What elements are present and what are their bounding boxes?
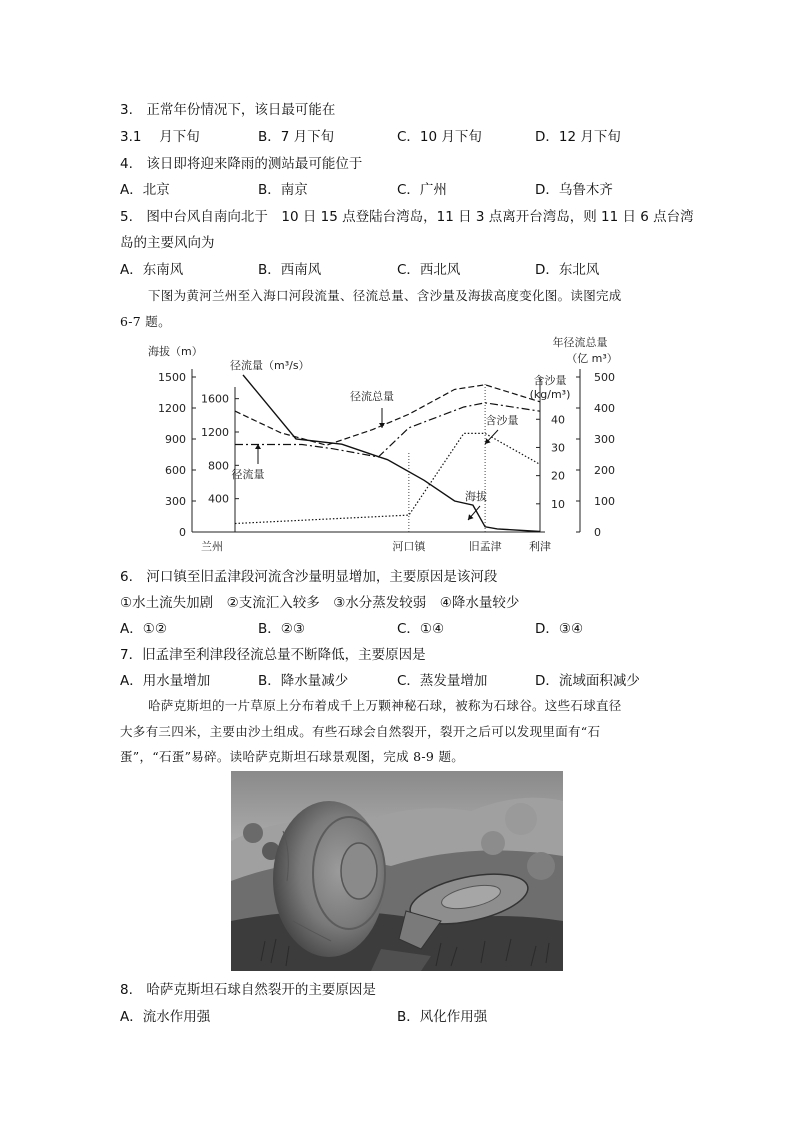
tick-label-right-inner: 40 [551, 413, 565, 427]
intro-8-9-line2: 大多有三四米，主要由沙土组成。有些石球会自然裂开，裂开之后可以发现里面有“石 [120, 724, 601, 739]
x-label: 兰州 [201, 540, 223, 553]
intro-8-9-line1: 哈萨克斯坦的一片草原上分布着成千上万颗神秘石球，被称为石球谷。这些石球直径 [148, 698, 622, 713]
question-5-stem-line1: 5. 图中台风自南向北于 10 日 15 点登陆台湾岛，11 日 3 点离开台湾岛，则 11 日 6 点台湾 [120, 209, 694, 225]
stone-ball-landscape-photo [231, 771, 563, 971]
axis-title-right-inner: 含沙量 [533, 374, 567, 387]
axis-title-right-inner-unit: (kg/m³) [529, 388, 571, 401]
tick-label-left-outer: 0 [179, 526, 186, 539]
tick-label-left-inner: 800 [208, 459, 229, 473]
question-3-stem: 3. 正常年份情况下，该日最可能在 [120, 102, 336, 118]
q5-option-c: C．西北风 [397, 262, 461, 278]
tick-label-right-inner: 10 [551, 497, 565, 511]
series-含沙量 [235, 433, 540, 523]
intro-6-7-line1: 下图为黄河兰州至入海口河段流量、径流总量、含沙量及海拔高度变化图。读图完成 [148, 288, 622, 303]
q4-option-c: C．广州 [397, 182, 447, 198]
q6-option-a: A．①② [120, 621, 167, 637]
tick-label-right-outer: 400 [594, 402, 615, 415]
series-径流量 [235, 403, 540, 457]
tick-label-left-inner: 1600 [201, 392, 229, 406]
yellow-river-profile-chart [140, 332, 640, 557]
x-label: 河口镇 [392, 540, 426, 553]
question-8-stem: 8. 哈萨克斯坦石球自然裂开的主要原因是 [120, 982, 376, 998]
tick-label-right-outer: 300 [594, 433, 615, 446]
q4-option-a: A．北京 [120, 182, 170, 198]
tick-label-left-outer: 300 [165, 495, 186, 508]
q6-option-c: C．①④ [397, 621, 445, 637]
q5-option-b: B．西南风 [258, 262, 322, 278]
q3-option-d: D．12 月下旬 [535, 129, 621, 145]
q4-option-b: B．南京 [258, 182, 308, 198]
tick-label-left-outer: 1500 [158, 371, 186, 384]
tick-label-right-outer: 200 [594, 464, 615, 477]
annotation-arrowhead [379, 423, 385, 428]
q8-option-a: A．流水作用强 [120, 1009, 211, 1025]
annotation-径流总量: 径流总量 [350, 390, 394, 403]
q7-option-b: B．降水量减少 [258, 673, 349, 689]
tick-label-right-outer: 0 [594, 526, 601, 539]
axis-title-right-outer-unit: （亿 m³） [566, 352, 618, 365]
tick-label-left-inner: 1200 [201, 426, 229, 439]
tick-label-left-inner: 400 [208, 492, 229, 506]
annotation-径流量: 径流量 [231, 468, 265, 481]
q7-option-a: A．用水量增加 [120, 673, 211, 689]
question-6-choices: ①水土流失加剧 ②支流汇入较多 ③水分蒸发较弱 ④降水量较少 [120, 595, 520, 611]
x-label: 利津 [529, 540, 551, 553]
question-7-stem: 7．旧孟津至利津段径流总量不断降低，主要原因是 [120, 647, 426, 663]
annotation-海拔: 海拔 [465, 490, 487, 503]
q3-option-a: 3.1 月下旬 [120, 129, 200, 145]
q3-option-b: B．7 月下旬 [258, 129, 335, 145]
tick-label-right-inner: 30 [551, 441, 565, 455]
q6-option-b: B．②③ [258, 621, 305, 637]
tick-label-left-outer: 600 [165, 464, 186, 477]
question-4-stem: 4. 该日即将迎来降雨的测站最可能位于 [120, 156, 363, 172]
intro-6-7-line2: 6-7 题。 [120, 314, 171, 329]
x-label: 旧孟津 [468, 540, 502, 553]
q4-option-d: D．乌鲁木齐 [535, 182, 613, 198]
intro-8-9-line3: 蛋”，“石蛋”易碎。读哈萨克斯坦石球景观图，完成 8-9 题。 [120, 749, 465, 764]
tick-label-right-inner: 20 [551, 469, 565, 483]
q3-option-c: C．10 月下旬 [397, 129, 482, 145]
q7-option-d: D．流域面积减少 [535, 673, 640, 689]
tick-label-left-outer: 900 [165, 433, 186, 446]
question-5-stem-line2: 岛的主要风向为 [120, 235, 215, 251]
axis-title-left-outer: 海拔（m） [148, 345, 203, 358]
axis-title-right-outer: 年径流总量 [552, 336, 608, 349]
q5-option-d: D．东北风 [535, 262, 600, 278]
tick-label-left-outer: 1200 [158, 402, 186, 415]
q8-option-b: B．风化作用强 [397, 1009, 488, 1025]
tick-label-right-outer: 500 [594, 371, 615, 384]
q7-option-c: C．蒸发量增加 [397, 673, 488, 689]
question-6-stem: 6. 河口镇至旧孟津段河流含沙量明显增加，主要原因是该河段 [120, 569, 498, 585]
annotation-含沙量: 含沙量 [485, 414, 519, 427]
tick-label-right-outer: 100 [594, 495, 615, 508]
q6-option-d: D．③④ [535, 621, 584, 637]
q5-option-a: A．东南风 [120, 262, 184, 278]
axis-title-left-inner: 径流量（m³/s） [230, 359, 310, 372]
